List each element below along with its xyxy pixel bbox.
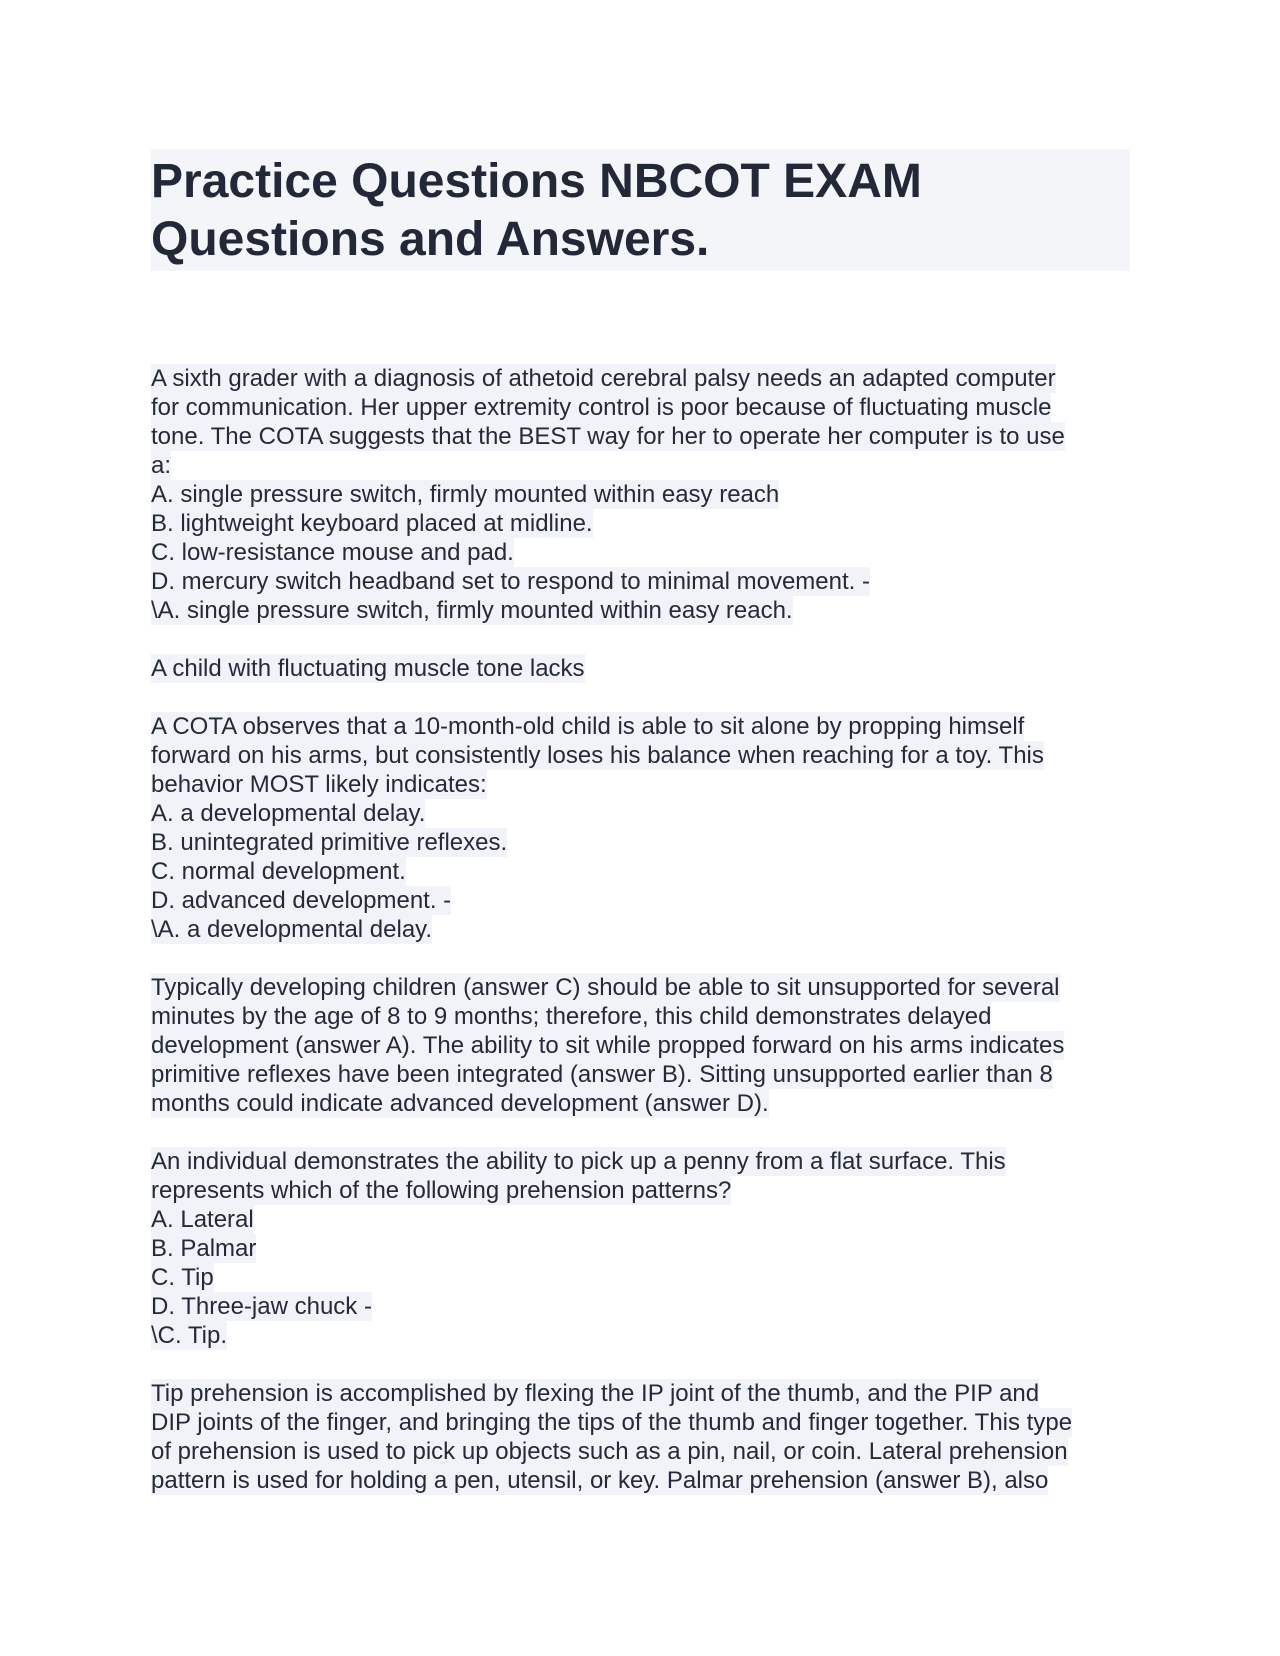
text-line: B. unintegrated primitive reflexes. xyxy=(151,829,508,856)
text-line: C. Tip xyxy=(151,1264,214,1291)
text-line: D. advanced development. - xyxy=(151,887,452,914)
text-line: a: xyxy=(151,452,172,479)
text-line: of prehension is used to pick up objects such as a pin, nail, or coin. Lateral prehension xyxy=(151,1438,1068,1465)
text-line: A child with fluctuating muscle tone lacks xyxy=(151,655,585,682)
paragraph xyxy=(151,364,1130,625)
text-line: primitive reflexes have been integrated (answer B). Sitting unsupported earlier than 8 xyxy=(151,1061,1053,1088)
text-line: \C. Tip. xyxy=(151,1322,228,1349)
document-body xyxy=(151,364,1130,1495)
text-line: A sixth grader with a diagnosis of athetoid cerebral palsy needs an adapted computer xyxy=(151,365,1056,392)
text-line: A. single pressure switch, firmly mounted within easy reach xyxy=(151,481,780,508)
text-line: development (answer A). The ability to sit while propped forward on his arms indicates xyxy=(151,1032,1065,1059)
paragraph xyxy=(151,654,1130,683)
text-line: D. mercury switch headband set to respond to minimal movement. - xyxy=(151,568,870,595)
text-line: An individual demonstrates the ability to pick up a penny from a flat surface. This xyxy=(151,1148,1006,1175)
text-line: pattern is used for holding a pen, utensil, or key. Palmar prehension (answer B), also xyxy=(151,1467,1049,1494)
text-line: minutes by the age of 8 to 9 months; therefore, this child demonstrates delayed xyxy=(151,1003,992,1030)
text-line: D. Three-jaw chuck - xyxy=(151,1293,372,1320)
text-line: \A. single pressure switch, firmly mounted within easy reach. xyxy=(151,597,793,624)
paragraph xyxy=(151,1147,1130,1350)
paragraph xyxy=(151,973,1130,1118)
text-line: Tip prehension is accomplished by flexing the IP joint of the thumb, and the PIP and xyxy=(151,1380,1040,1407)
paragraph xyxy=(151,1379,1130,1495)
text-line: B. lightweight keyboard placed at midline. xyxy=(151,510,593,537)
document-title xyxy=(151,149,1130,271)
text-line: Typically developing children (answer C) should be able to sit unsupported for several xyxy=(151,974,1060,1001)
text-line: B. Palmar xyxy=(151,1235,257,1262)
text-line: A. Lateral xyxy=(151,1206,254,1233)
text-line: A COTA observes that a 10-month-old child is able to sit alone by propping himself xyxy=(151,713,1025,740)
text-line: behavior MOST likely indicates: xyxy=(151,771,487,798)
title-heading xyxy=(151,153,1130,269)
text-line: months could indicate advanced development (answer D). xyxy=(151,1090,769,1117)
text-line: C. low-resistance mouse and pad. xyxy=(151,539,514,566)
text-line: for communication. Her upper extremity control is poor because of fluctuating muscle xyxy=(151,394,1052,421)
text-line: represents which of the following prehension patterns? xyxy=(151,1177,732,1204)
document-page xyxy=(151,149,1130,1524)
text-line: DIP joints of the finger, and bringing the tips of the thumb and finger together. This type xyxy=(151,1409,1073,1436)
text-line: A. a developmental delay. xyxy=(151,800,426,827)
text-line: tone. The COTA suggests that the BEST way for her to operate her computer is to use xyxy=(151,423,1065,450)
text-line: forward on his arms, but consistently loses his balance when reaching for a toy. This xyxy=(151,742,1044,769)
title-line-1: Practice Questions NBCOT EXAM xyxy=(151,155,922,208)
title-line-2: Questions and Answers. xyxy=(151,213,710,266)
text-line: C. normal development. xyxy=(151,858,406,885)
text-line: \A. a developmental delay. xyxy=(151,916,433,943)
paragraph xyxy=(151,712,1130,944)
